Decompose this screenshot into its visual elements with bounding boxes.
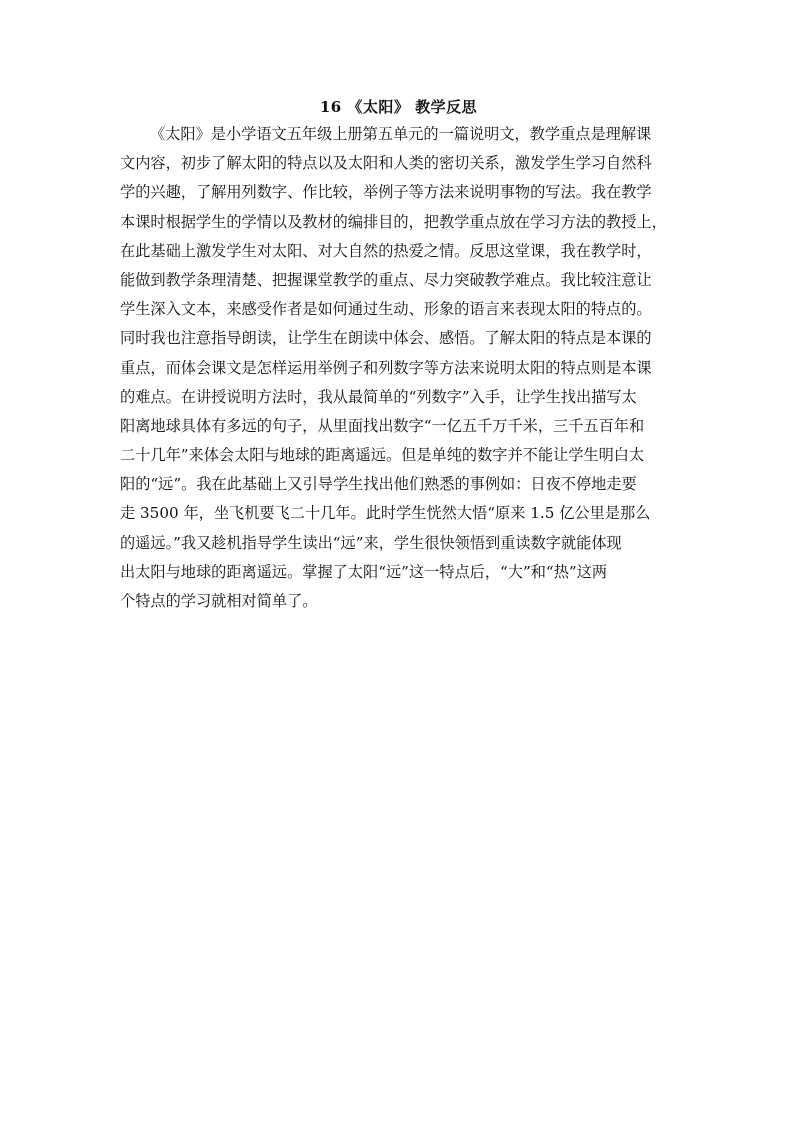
body-line: 阳的“远”。我在此基础上又引导学生找出他们熟悉的事例如：日夜不停地走要 <box>120 475 637 494</box>
body-line: 同时我也注意指导朗读，让学生在朗读中体会、感悟。了解太阳的特点是本课的 <box>120 329 652 348</box>
body-line: 学的兴趣，了解用列数字、作比较，举例子等方法来说明事物的写法。我在教学 <box>120 183 652 202</box>
document-body <box>120 120 680 616</box>
body-line: 文内容，初步了解太阳的特点以及太阳和人类的密切关系，激发学生学习自然科 <box>120 154 652 173</box>
body-line: 出太阳与地球的距离遥远。掌握了太阳“远”这一特点后，“大”和“热”这两 <box>120 562 608 581</box>
body-line: 个特点的学习就相对简单了。 <box>120 592 318 610</box>
body-line: 《太阳》是小学语文五年级上册第五单元的一篇说明文，教学重点是理解课 <box>150 125 652 143</box>
body-line: 重点，而体会课文是怎样运用举例子和列数字等方法来说明太阳的特点则是本课 <box>120 358 652 377</box>
body-line: 学生深入文本，来感受作者是如何通过生动、形象的语言来表现太阳的特点的。 <box>120 300 652 319</box>
body-line: 阳离地球具体有多远的句子，从里面找出数字“一亿五千万千米，三千五百年和 <box>120 416 645 435</box>
body-line: 本课时根据学生的学情以及教材的编排目的，把教学重点放在学习方法的教授上， <box>120 212 667 231</box>
body-line: 的遥远。”我又趁机指导学生读出“远”来，学生很快领悟到重读数字就能体现 <box>120 533 622 552</box>
body-line: 在此基础上激发学生对太阳、对大自然的热爱之情。反思这堂课，我在教学时， <box>120 241 652 260</box>
body-line: 的难点。在讲授说明方法时，我从最简单的“列数字”入手，让学生找出描写太 <box>120 387 637 406</box>
body-line: 能做到教学条理清楚、把握课堂教学的重点、尽力突破教学难点。我比较注意让 <box>120 270 652 289</box>
body-line: 走 3500 年，坐飞机要飞二十几年。此时学生恍然大悟“原来 1.5 亿公里是那么 <box>120 504 651 523</box>
body-line: 二十几年”来体会太阳与地球的距离遥远。但是单纯的数字并不能让学生明白太 <box>120 446 645 465</box>
document-title: 16 《太阳》 教学反思 <box>319 98 478 116</box>
